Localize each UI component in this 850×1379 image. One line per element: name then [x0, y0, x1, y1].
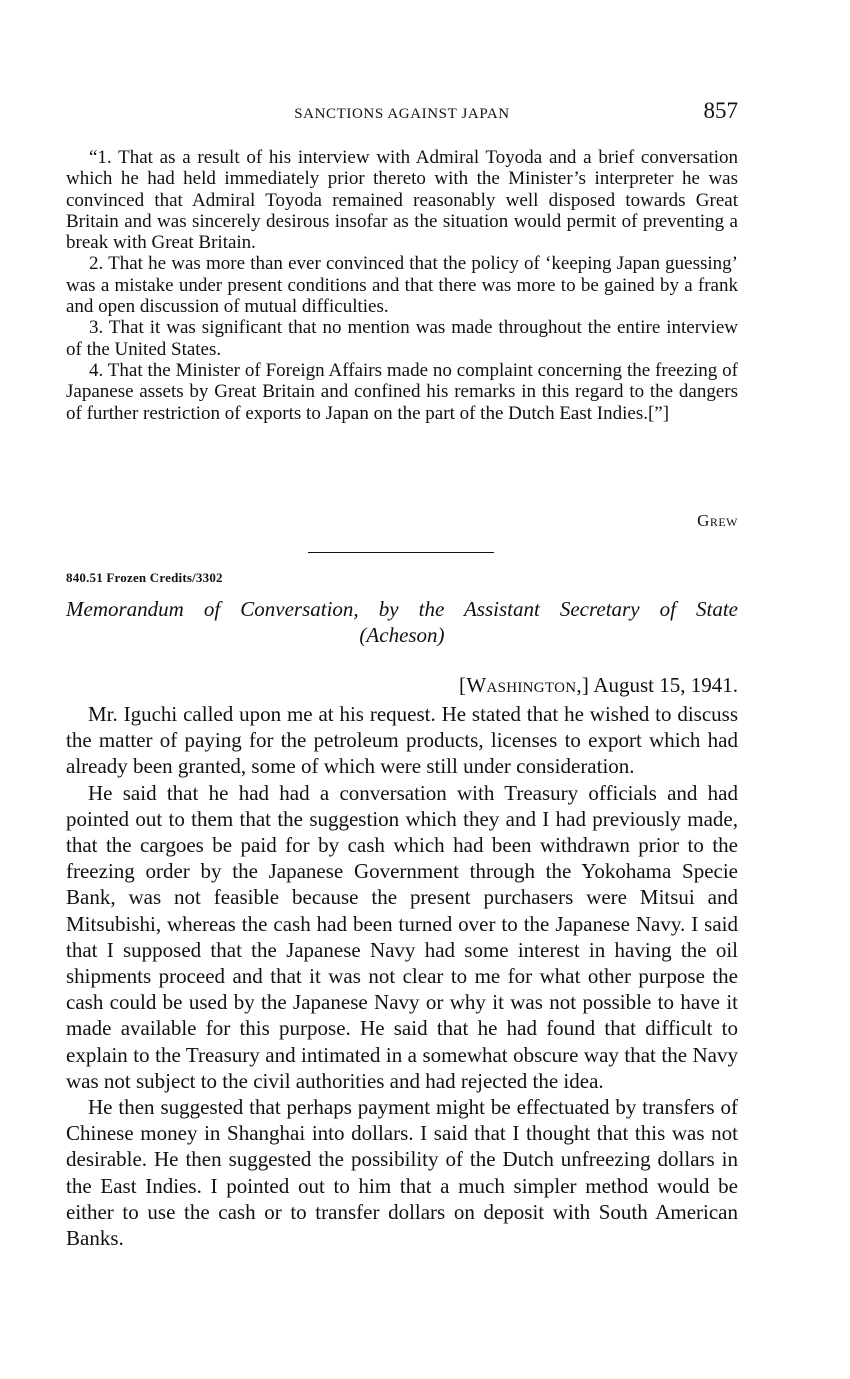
section-divider — [308, 552, 494, 553]
document-title — [66, 596, 738, 648]
document-title-line-2: (Acheson) — [359, 623, 445, 647]
signature-name: Grew — [697, 511, 738, 530]
dateline-place: [Washington,] — [459, 673, 590, 697]
quote-paragraph-1: “1. That as a result of his interview with Admiral Toyoda and a brief conversation which he had held immediately prior thereto with the Minister’s interpreter he was convinced that Admiral Toyoda remained reasonably well disposed towards Great Britain and was sincerely desirous insofar as the situation would permit of preventing a break with Great Britain. — [66, 147, 738, 254]
quote-paragraph-4: 4. That the Minister of Foreign Affairs made no complaint concerning the freezing of Japanese assets by Great Britain and confined his remarks in this regard to the dangers of further restriction of exports to Japan on the part of the Dutch East Indies.[”] — [66, 359, 738, 424]
memorandum-body — [66, 701, 738, 1251]
page-header — [66, 98, 738, 128]
signature — [697, 511, 738, 531]
quoted-report — [66, 147, 738, 424]
body-paragraph-3: He then suggested that perhaps payment might be effectuated by transfers of Chinese money in Shanghai into dollars. I said that I thought that this was not desirable. He then suggested the possibility of the Dutch unfreezing dollars in the East Indies. I pointed out to him that a much simpler method would be either to use the cash or to transfer dollars on deposit with South American Banks. — [66, 1095, 738, 1251]
body-paragraph-2: He said that he had had a conversation with Treasury officials and had pointed out to them that the suggestion which they and I had previously made, that the cargoes be paid for by cash which had been withdrawn prior to the freezing order by the Japanese Government through the Yokohama Specie Bank, was not feasible because the present purchasers were Mitsui and Mitsubishi, whereas the cash had been turned over to the Japanese Navy. I said that I supposed that the Japanese Navy had some interest in having the oil shipments proceed and that it was not clear to me for what other purpose the cash could be used by the Japanese Navy or why it was not possible to have it made available for this purpose. He said that he had found that difficult to explain to the Treasury and intimated in a somewhat obscure way that the Navy was not subject to the civil authorities and had rejected the idea. — [66, 780, 738, 1093]
quote-paragraph-2: 2. That he was more than ever convinced that the policy of ‘keeping Japan guessing’ was a mistake under present conditions and that there was more to be gained by a frank and open discussion of mutual difficulties. — [66, 253, 738, 318]
body-paragraph-1: Mr. Iguchi called upon me at his request. He stated that he wished to discuss the matter of paying for the petroleum products, licenses to export which had already been granted, some of which were still under consideration. — [66, 702, 738, 779]
running-title: SANCTIONS AGAINST JAPAN — [294, 106, 510, 122]
page-number: 857 — [703, 98, 738, 123]
quote-paragraph-3: 3. That it was significant that no mention was made throughout the entire interview of the United States. — [66, 317, 738, 360]
document-title-line-1: Memorandum of Conversation, by the Assistant Secretary of State — [66, 597, 738, 621]
file-reference: 840.51 Frozen Credits/3302 — [66, 570, 223, 585]
dateline — [459, 673, 738, 698]
dateline-date: August 15, 1941. — [593, 673, 738, 697]
